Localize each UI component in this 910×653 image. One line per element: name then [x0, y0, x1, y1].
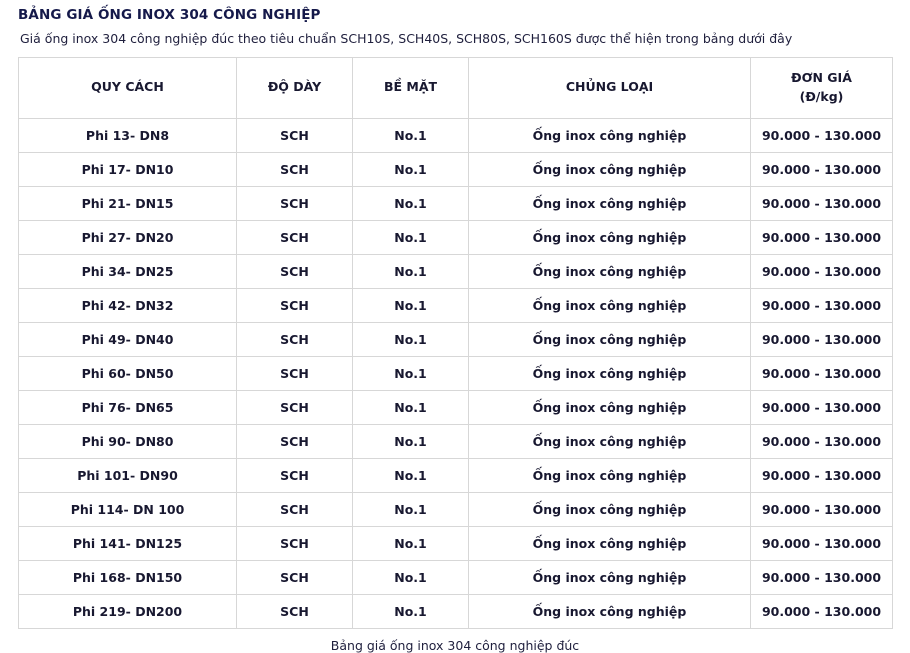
column-header-don-gia	[751, 57, 893, 118]
cell-quy-cach: Phi 13- DN8	[19, 118, 237, 152]
cell-chung-loai: Ống inox công nghiệp	[469, 288, 751, 322]
cell-be-mat: No.1	[353, 186, 469, 220]
cell-be-mat: No.1	[353, 118, 469, 152]
document-page	[0, 7, 910, 653]
cell-do-day: SCH	[237, 594, 353, 628]
cell-be-mat: No.1	[353, 560, 469, 594]
cell-be-mat: No.1	[353, 356, 469, 390]
cell-chung-loai: Ống inox công nghiệp	[469, 118, 751, 152]
cell-chung-loai: Ống inox công nghiệp	[469, 322, 751, 356]
table-row	[19, 254, 893, 288]
cell-be-mat: No.1	[353, 492, 469, 526]
table-row	[19, 186, 893, 220]
cell-don-gia: 90.000 - 130.000	[751, 458, 893, 492]
cell-do-day: SCH	[237, 220, 353, 254]
cell-do-day: SCH	[237, 254, 353, 288]
cell-be-mat: No.1	[353, 322, 469, 356]
cell-quy-cach: Phi 90- DN80	[19, 424, 237, 458]
cell-don-gia: 90.000 - 130.000	[751, 220, 893, 254]
column-header-be-mat: BỀ MẶT	[353, 57, 469, 118]
table-body	[19, 118, 893, 628]
cell-do-day: SCH	[237, 322, 353, 356]
cell-chung-loai: Ống inox công nghiệp	[469, 560, 751, 594]
cell-don-gia: 90.000 - 130.000	[751, 560, 893, 594]
table-row	[19, 492, 893, 526]
table-row	[19, 390, 893, 424]
cell-chung-loai: Ống inox công nghiệp	[469, 424, 751, 458]
table-row	[19, 118, 893, 152]
cell-do-day: SCH	[237, 288, 353, 322]
cell-do-day: SCH	[237, 492, 353, 526]
cell-do-day: SCH	[237, 458, 353, 492]
column-header-quy-cach: QUY CÁCH	[19, 57, 237, 118]
cell-be-mat: No.1	[353, 152, 469, 186]
table-caption: Bảng giá ống inox 304 công nghiệp đúc	[330, 637, 580, 653]
cell-quy-cach: Phi 21- DN15	[19, 186, 237, 220]
cell-do-day: SCH	[237, 118, 353, 152]
cell-do-day: SCH	[237, 356, 353, 390]
cell-chung-loai: Ống inox công nghiệp	[469, 186, 751, 220]
cell-don-gia: 90.000 - 130.000	[751, 356, 893, 390]
price-table	[18, 57, 893, 629]
cell-chung-loai: Ống inox công nghiệp	[469, 356, 751, 390]
cell-quy-cach: Phi 219- DN200	[19, 594, 237, 628]
cell-do-day: SCH	[237, 152, 353, 186]
cell-chung-loai: Ống inox công nghiệp	[469, 220, 751, 254]
table-row	[19, 424, 893, 458]
cell-chung-loai: Ống inox công nghiệp	[469, 594, 751, 628]
column-header-do-day: ĐỘ DÀY	[237, 57, 353, 118]
cell-don-gia: 90.000 - 130.000	[751, 254, 893, 288]
cell-be-mat: No.1	[353, 390, 469, 424]
cell-be-mat: No.1	[353, 254, 469, 288]
table-row	[19, 152, 893, 186]
table-row	[19, 288, 893, 322]
cell-chung-loai: Ống inox công nghiệp	[469, 390, 751, 424]
cell-quy-cach: Phi 34- DN25	[19, 254, 237, 288]
cell-be-mat: No.1	[353, 526, 469, 560]
table-row	[19, 220, 893, 254]
cell-quy-cach: Phi 27- DN20	[19, 220, 237, 254]
cell-quy-cach: Phi 42- DN32	[19, 288, 237, 322]
cell-don-gia: 90.000 - 130.000	[751, 152, 893, 186]
cell-be-mat: No.1	[353, 594, 469, 628]
cell-be-mat: No.1	[353, 288, 469, 322]
cell-chung-loai: Ống inox công nghiệp	[469, 526, 751, 560]
table-row	[19, 594, 893, 628]
cell-quy-cach: Phi 76- DN65	[19, 390, 237, 424]
cell-quy-cach: Phi 114- DN 100	[19, 492, 237, 526]
cell-do-day: SCH	[237, 526, 353, 560]
cell-don-gia: 90.000 - 130.000	[751, 322, 893, 356]
cell-quy-cach: Phi 101- DN90	[19, 458, 237, 492]
cell-chung-loai: Ống inox công nghiệp	[469, 492, 751, 526]
cell-do-day: SCH	[237, 186, 353, 220]
table-header	[19, 57, 893, 118]
table-row	[19, 356, 893, 390]
page-subtitle: Giá ống inox 304 công nghiệp đúc theo tiêu chuẩn SCH10S, SCH40S, SCH80S, SCH160S được thể hiện trong bảng dưới đây	[20, 31, 793, 47]
column-header-don-gia-label: ĐƠN GIÁ	[791, 70, 852, 86]
cell-quy-cach: Phi 141- DN125	[19, 526, 237, 560]
cell-don-gia: 90.000 - 130.000	[751, 492, 893, 526]
table-row	[19, 458, 893, 492]
column-header-don-gia-unit: (Đ/kg)	[799, 88, 844, 104]
table-row	[19, 560, 893, 594]
cell-don-gia: 90.000 - 130.000	[751, 390, 893, 424]
cell-don-gia: 90.000 - 130.000	[751, 288, 893, 322]
column-header-chung-loai: CHỦNG LOẠI	[469, 57, 751, 118]
cell-don-gia: 90.000 - 130.000	[751, 186, 893, 220]
page-title: BẢNG GIÁ ỐNG INOX 304 CÔNG NGHIỆP	[18, 7, 321, 23]
cell-quy-cach: Phi 60- DN50	[19, 356, 237, 390]
table-header-row	[19, 57, 893, 118]
cell-chung-loai: Ống inox công nghiệp	[469, 254, 751, 288]
cell-do-day: SCH	[237, 424, 353, 458]
table-row	[19, 526, 893, 560]
cell-don-gia: 90.000 - 130.000	[751, 594, 893, 628]
cell-be-mat: No.1	[353, 424, 469, 458]
cell-quy-cach: Phi 17- DN10	[19, 152, 237, 186]
table-row	[19, 322, 893, 356]
cell-be-mat: No.1	[353, 458, 469, 492]
cell-chung-loai: Ống inox công nghiệp	[469, 152, 751, 186]
cell-quy-cach: Phi 168- DN150	[19, 560, 237, 594]
cell-do-day: SCH	[237, 560, 353, 594]
cell-chung-loai: Ống inox công nghiệp	[469, 458, 751, 492]
cell-don-gia: 90.000 - 130.000	[751, 424, 893, 458]
cell-do-day: SCH	[237, 390, 353, 424]
cell-quy-cach: Phi 49- DN40	[19, 322, 237, 356]
cell-don-gia: 90.000 - 130.000	[751, 118, 893, 152]
cell-don-gia: 90.000 - 130.000	[751, 526, 893, 560]
cell-be-mat: No.1	[353, 220, 469, 254]
